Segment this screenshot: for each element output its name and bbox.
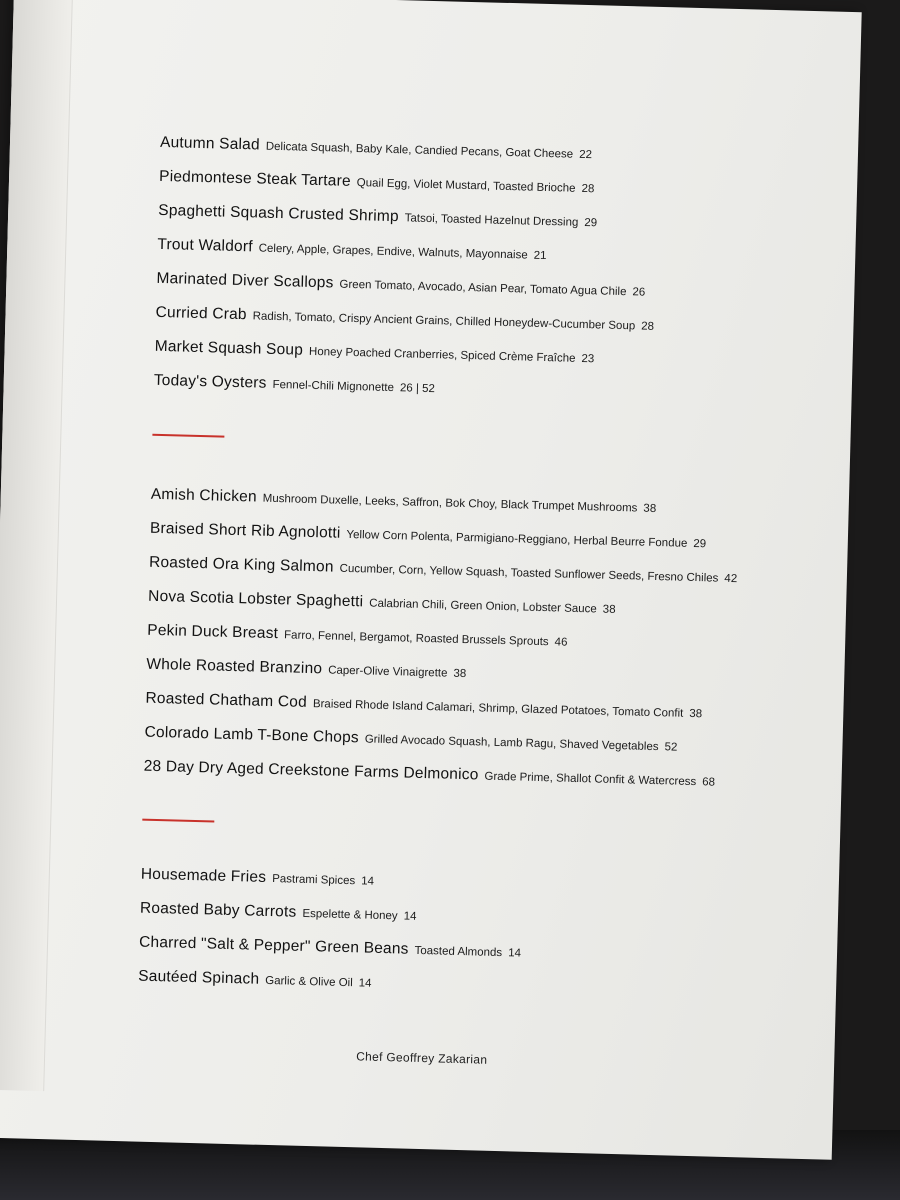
item-price: 28 xyxy=(581,182,595,196)
item-description: Tatsoi, Toasted Hazelnut Dressing xyxy=(404,212,579,229)
item-description: Braised Rhode Island Calamari, Shrimp, Glazed Potatoes, Tomato Confit xyxy=(312,698,684,720)
section-divider xyxy=(152,434,224,438)
item-description: Farro, Fennel, Bergamot, Roasted Brussels Sprouts xyxy=(283,629,549,649)
item-name: Sautéed Spinach xyxy=(138,967,260,988)
item-name: Roasted Baby Carrots xyxy=(139,899,297,921)
item-name: Nova Scotia Lobster Spaghetti xyxy=(147,587,364,611)
item-name: Colorado Lamb T-Bone Chops xyxy=(144,723,360,747)
item-description: Grilled Avocado Squash, Lamb Ragu, Shaved Vegetables xyxy=(364,733,659,754)
item-name: Autumn Salad xyxy=(159,133,261,154)
item-name: Market Squash Soup xyxy=(154,337,304,359)
item-description: Celery, Apple, Grapes, Endive, Walnuts, Mayonnaise xyxy=(258,242,528,262)
item-description: Radish, Tomato, Crispy Ancient Grains, Chilled Honeydew-Cucumber Soup xyxy=(252,310,636,333)
item-price: 38 xyxy=(643,502,657,515)
item-description: Pastrami Spices xyxy=(271,873,356,888)
chef-signature: Chef Geoffrey Zakarian xyxy=(356,1049,488,1067)
item-name: Today's Oysters xyxy=(153,371,267,392)
item-description: Mushroom Duxelle, Leeks, Saffron, Bok Choy, Black Trumpet Mushrooms xyxy=(262,492,638,515)
item-description: Grade Prime, Shallot Confit & Watercress xyxy=(484,770,697,789)
mains-section xyxy=(143,486,739,807)
menu-cover-spine xyxy=(0,0,73,1091)
item-price: 29 xyxy=(584,217,598,230)
item-description: Green Tomato, Avocado, Asian Pear, Tomato Agua Chile xyxy=(339,278,627,299)
item-name: Charred "Salt & Pepper" Green Beans xyxy=(138,933,409,958)
item-name: Whole Roasted Branzino xyxy=(146,655,323,678)
item-price: 28 xyxy=(641,320,655,333)
item-price: 22 xyxy=(579,148,593,162)
item-name: Trout Waldorf xyxy=(157,235,253,256)
item-name: Marinated Diver Scallops xyxy=(156,269,334,292)
item-name: Curried Crab xyxy=(155,303,247,324)
item-price: 26 xyxy=(632,286,646,299)
item-description: Fennel-Chili Mignonette xyxy=(272,378,395,395)
item-price: 46 xyxy=(554,636,568,649)
item-price: 42 xyxy=(724,572,738,586)
item-name: Housemade Fries xyxy=(140,865,267,886)
item-price: 23 xyxy=(581,352,595,366)
sides-section xyxy=(138,866,523,1012)
section-divider xyxy=(142,819,214,823)
item-price: 26 | 52 xyxy=(399,382,436,396)
starters-section xyxy=(153,134,659,419)
item-price: 21 xyxy=(533,249,547,263)
item-price: 14 xyxy=(507,947,522,960)
item-description: Honey Poached Cranberries, Spiced Crème Fraîche xyxy=(308,345,576,365)
item-name: Roasted Ora King Salmon xyxy=(148,553,334,576)
item-description: Espelette & Honey xyxy=(302,907,398,923)
item-price: 38 xyxy=(602,603,616,616)
item-description: Caper-Olive Vinaigrette xyxy=(327,664,448,680)
item-price: 14 xyxy=(358,977,372,990)
item-description: Delicata Squash, Baby Kale, Candied Pecans, Goat Cheese xyxy=(265,140,574,161)
item-price: 14 xyxy=(403,910,417,923)
item-price: 29 xyxy=(693,537,707,551)
item-name: Pekin Duck Breast xyxy=(147,621,279,643)
item-price: 52 xyxy=(664,741,678,754)
item-description: Garlic & Olive Oil xyxy=(265,974,353,990)
item-name: Amish Chicken xyxy=(150,485,258,506)
item-price: 38 xyxy=(689,707,703,721)
item-name: Braised Short Rib Agnolotti xyxy=(149,519,341,542)
item-description: Calabrian Chili, Green Onion, Lobster Sauce xyxy=(369,597,597,616)
item-description: Toasted Almonds xyxy=(414,944,503,960)
item-price: 38 xyxy=(453,667,467,681)
item-name: 28 Day Dry Aged Creekstone Farms Delmonico xyxy=(143,757,479,784)
item-description: Yellow Corn Polenta, Parmigiano-Reggiano, Herbal Beurre Fondue xyxy=(346,528,688,550)
item-description: Cucumber, Corn, Yellow Squash, Toasted Sunflower Seeds, Fresno Chiles xyxy=(339,562,719,585)
item-name: Roasted Chatham Cod xyxy=(145,689,308,711)
item-price: 14 xyxy=(361,875,375,888)
item-price: 68 xyxy=(702,776,716,789)
item-description: Quail Egg, Violet Mustard, Toasted Brioche xyxy=(356,177,576,195)
item-name: Piedmontese Steak Tartare xyxy=(158,167,352,190)
item-name: Spaghetti Squash Crusted Shrimp xyxy=(158,201,399,226)
